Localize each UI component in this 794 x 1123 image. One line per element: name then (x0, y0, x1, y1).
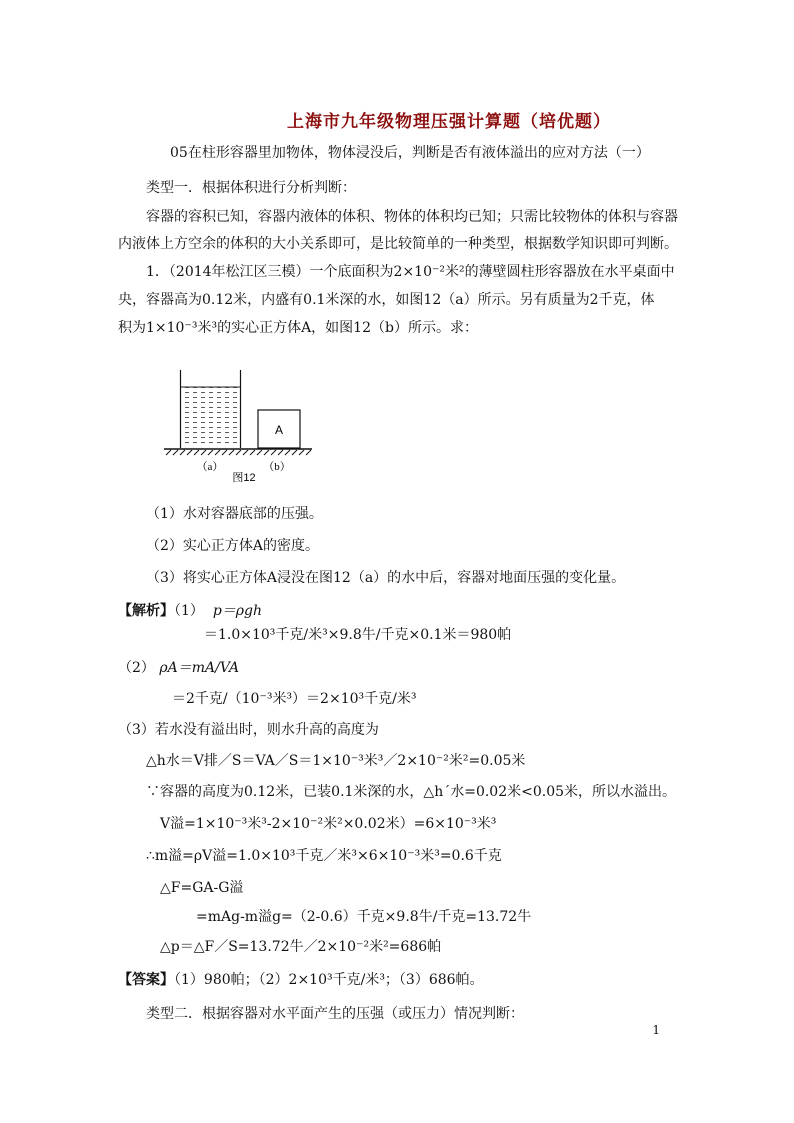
solution-3-intro: （3）若水没有溢出时，则水升高的高度为 (118, 722, 379, 738)
solution-1-formula: p＝ρgh (212, 603, 262, 619)
type2-heading: 类型二．根据容器对水平面产生的压强（或压力）情况判断： (146, 1006, 524, 1022)
cube-label: A (274, 423, 284, 437)
label-b: （b） (263, 461, 291, 473)
page-number: 1 (652, 1023, 660, 1037)
solution-1-calc: ＝1.0×10³千克/米³×9.8牛/千克×0.1米＝980帕 (204, 627, 512, 643)
solution-2-prefix: （2） (118, 660, 155, 676)
solution-3-df-calc: =mAg-m溢g=（2-0.6）千克×9.8牛/千克=13.72牛 (196, 909, 532, 925)
figure-12-drawing (160, 365, 320, 490)
solution-line-2 (118, 658, 239, 678)
label-a: （a） (196, 461, 224, 473)
figure-12 (160, 365, 320, 494)
answer-text: （1）980帕；（2）2×10³千克/米³；（3）686帕。 (174, 972, 484, 988)
solution-label: 【解析】 (118, 603, 174, 619)
solution-2-formula: ρA＝mA/VA (159, 660, 240, 676)
solution-3-dp: △p＝△F／S=13.72牛／2×10⁻²米²=686帕 (160, 939, 442, 955)
solution-line-1 (118, 601, 262, 621)
problem-line-2: 央，容器高为0.12米，内盛有0.1米深的水，如图12（a）所示。另有质量为2千克，体 (118, 292, 655, 308)
solution-3-dh: △h水＝V排／S＝VA／S＝1×10⁻³米³／2×10⁻²米²=0.05米 (146, 753, 526, 769)
problem-line-3: 积为1×10⁻³米³的实心正方体A，如图12（b）所示。求： (118, 320, 478, 336)
water (181, 387, 240, 447)
answer-label: 【答案】 (118, 972, 174, 988)
subtitle: 05在柱形容器里加物体，物体浸没后，判断是否有液体溢出的应对方法（一） (170, 145, 650, 161)
type1-heading: 类型一．根据体积进行分析判断： (146, 180, 356, 196)
solution-1-prefix: （1） (174, 603, 204, 619)
intro-line-2: 内液体上方空余的体积的大小关系即可，是比较简单的一种类型，根据数学知识即可判断。 (118, 236, 678, 252)
question-1: （1）水对容器底部的压强。 (146, 506, 323, 522)
figure-caption: 图12 (232, 472, 256, 484)
problem-line-1: 1．（2014年松江区三模）一个底面积为2×10⁻²米²的薄壁圆柱形容器放在水平桌面中 (146, 264, 675, 280)
intro-line-1: 容器的容积已知，容器内液体的体积、物体的体积均已知；只需比较物体的体积与容器 (146, 209, 678, 225)
answer-line (118, 970, 484, 990)
solution-2-calc: ＝2千克/（10⁻³米³）＝2×10³千克/米³ (172, 691, 417, 707)
question-3: （3）将实心正方体A浸没在图12（a）的水中后，容器对地面压强的变化量。 (146, 570, 626, 586)
solution-3-because: ∵容器的高度为0.12米，已装0.1米深的水，△h´水=0.02米<0.05米，所以水溢出。 (146, 784, 677, 800)
solution-3-v-overflow: V溢=1×10⁻³米³-2×10⁻²米²×0.02米）=6×10⁻³米³ (160, 816, 497, 832)
ground-hatch (166, 450, 311, 455)
solution-3-df: △F=GA-G溢 (160, 880, 244, 896)
question-2: （2）实心正方体A的密度。 (146, 538, 320, 554)
solution-3-m-overflow: ∴m溢=ρV溢=1.0×10³千克／米³×6×10⁻³米³=0.6千克 (146, 848, 502, 864)
page-title: 上海市九年级物理压强计算题（培优题） (287, 112, 611, 132)
